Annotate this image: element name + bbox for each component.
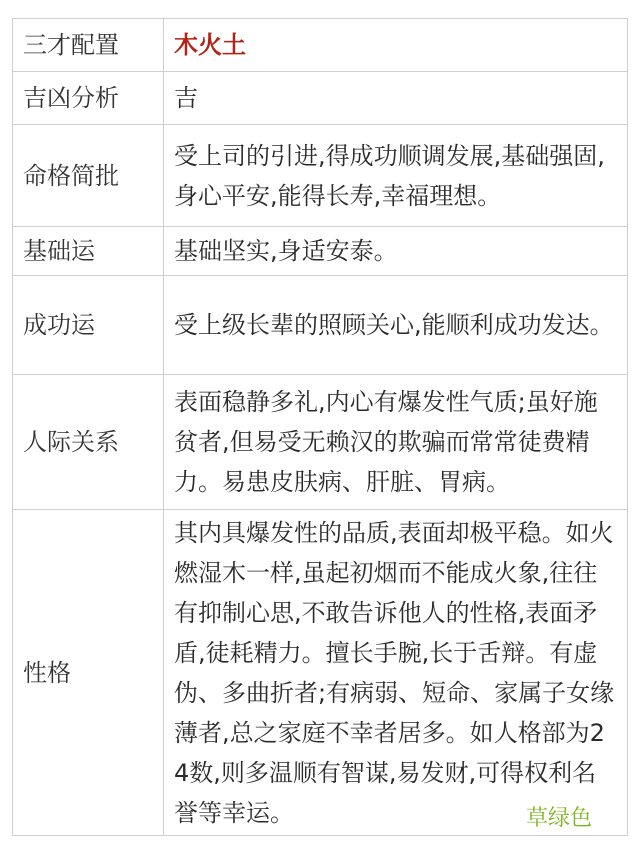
row-value: 受上级长辈的照顾关心,能顺利成功发达。 (164, 276, 628, 375)
table-row-mingge (13, 125, 628, 227)
row-label: 成功运 (13, 276, 164, 375)
fortune-info-card (12, 18, 628, 834)
table-row-jichuyun (13, 227, 628, 276)
row-value: 表面稳静多礼,内心有爆发性气质;虽好施贫者,但易受无赖汉的欺骗而常常徒费精力。易患皮肤病、肝脏、胃病。 (164, 375, 628, 510)
row-value: 其内具爆发性的品质,表面却极平稳。如火燃湿木一样,虽起初烟而不能成火象,往往有抑制心思,不敢告诉他人的性格,表面矛盾,徒耗精力。擅长手腕,长于舌辩。有虚伪、多曲折者;有病弱、短命、家属子女缘薄者,总之家庭不幸者居多。如人格部为24数,则多温顺有智谋,易发财,可得权利名誉等幸运。 (164, 510, 628, 836)
row-value: 基础坚实,身适安泰。 (164, 227, 628, 276)
row-label: 吉凶分析 (13, 72, 164, 125)
row-label: 命格简批 (13, 125, 164, 227)
table-row-xingge (13, 510, 628, 836)
fortune-info-table (12, 18, 628, 836)
row-label: 性格 (13, 510, 164, 836)
row-label: 三才配置 (13, 19, 164, 72)
table-row-jixiong (13, 72, 628, 125)
row-value: 吉 (164, 72, 628, 125)
row-label: 人际关系 (13, 375, 164, 510)
table-row-chenggongyun (13, 276, 628, 375)
row-value (164, 19, 628, 72)
highlight-value: 木火土 (174, 31, 246, 59)
watermark-text: 草绿色 (525, 806, 592, 831)
row-label: 基础运 (13, 227, 164, 276)
table-row-sancai (13, 19, 628, 72)
table-row-renji (13, 375, 628, 510)
row-value: 受上司的引进,得成功顺调发展,基础强固,身心平安,能得长寿,幸福理想。 (164, 125, 628, 227)
